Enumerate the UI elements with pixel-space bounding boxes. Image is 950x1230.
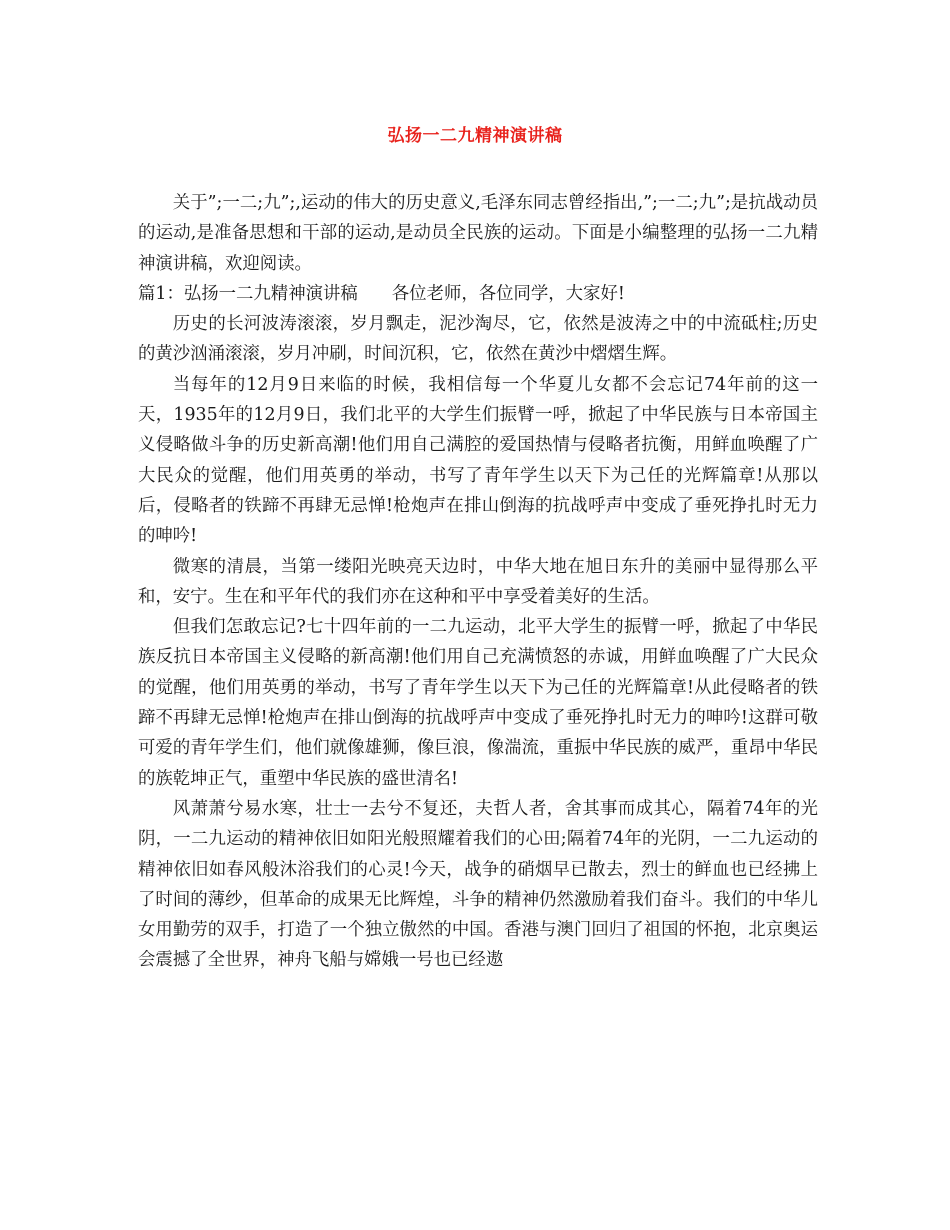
body-paragraph: 但我们怎敢忘记?七十四年前的一二九运动，北平大学生的振臂一呼，掀起了中华民族反抗日本帝国主义侵略的新高潮!他们用自己充满愤怒的赤诚，用鲜血唤醒了广大民众的觉醒，他们用英勇的举动，书写了青年学生以天下为己任的光辉篇章!从此侵略者的铁蹄不再肆无忌惮!枪炮声在排山倒海的抗战呼声中变成了垂死挣扎时无力的呻吟!这群可敬可爱的青年学生们，他们就像雄狮，像巨浪，像湍流，重振中华民族的威严，重昂中华民的族乾坤正气，重塑中华民族的盛世清名! — [138, 617, 818, 789]
body-paragraph: 当每年的12月9日来临的时候，我相信每一个华夏儿女都不会忘记74年前的这一天，1935年的12月9日，我们北平的大学生们振臂一呼，掀起了中华民族与日本帝国主义侵略做斗争的历史新高潮!他们用自己满腔的爱国热情与侵略者抗衡，用鲜血唤醒了广大民众的觉醒，他们用英勇的举动，书写了青年学生以天下为己任的光辉篇章!从那以后，侵略者的铁蹄不再肆无忌惮!枪炮声在排山倒海的抗战呼声中变成了垂死挣扎时无力的呻吟! — [138, 374, 818, 547]
body-paragraph: 微寒的清晨，当第一缕阳光映亮天边时，中华大地在旭日东升的美丽中显得那么平和，安宁。生在和平年代的我们亦在这种和平中享受着美好的生活。 — [138, 556, 818, 607]
body-paragraph: 历史的长河波涛滚滚，岁月飘走，泥沙淘尽，它，依然是波涛之中的中流砥柱;历史的黄沙汹涌滚滚，岁月冲刷，时间沉积，它，依然在黄沙中熠熠生辉。 — [138, 314, 818, 365]
document-title: 弘扬一二九精神演讲稿 — [387, 126, 563, 146]
section-heading: 篇1：弘扬一二九精神演讲稿 — [138, 283, 358, 304]
intro-paragraph: 关于”;一二;九”;,运动的伟大的历史意义,毛泽东同志曾经指出,”;一二;九”;是抗战动员的运动,是准备思想和干部的运动,是动员全民族的运动。下面是小编整理的弘扬一二九精神演讲稿，欢迎阅读。 — [138, 193, 818, 274]
greeting: 各位老师，各位同学，大家好! — [391, 283, 625, 304]
document-body — [138, 188, 818, 976]
section-heading-line — [138, 279, 818, 309]
body-paragraph: 风萧萧兮易水寒，壮士一去兮不复还，夫哲人者，舍其事而成其心，隔着74年的光阴，一二九运动的精神依旧如阳光般照耀着我们的心田;隔着74年的光阴，一二九运动的精神依旧如春风般沐浴我们的心灵!今天，战争的硝烟早已散去，烈士的鲜血也已经拂上了时间的薄纱，但革命的成果无比辉煌，斗争的精神仍然激励着我们奋斗。我们的中华儿女用勤劳的双手，打造了一个独立傲然的中国。香港与澳门回归了祖国的怀抱，北京奥运会震撼了全世界，神舟飞船与嫦娥一号也已经遨 — [138, 798, 818, 971]
